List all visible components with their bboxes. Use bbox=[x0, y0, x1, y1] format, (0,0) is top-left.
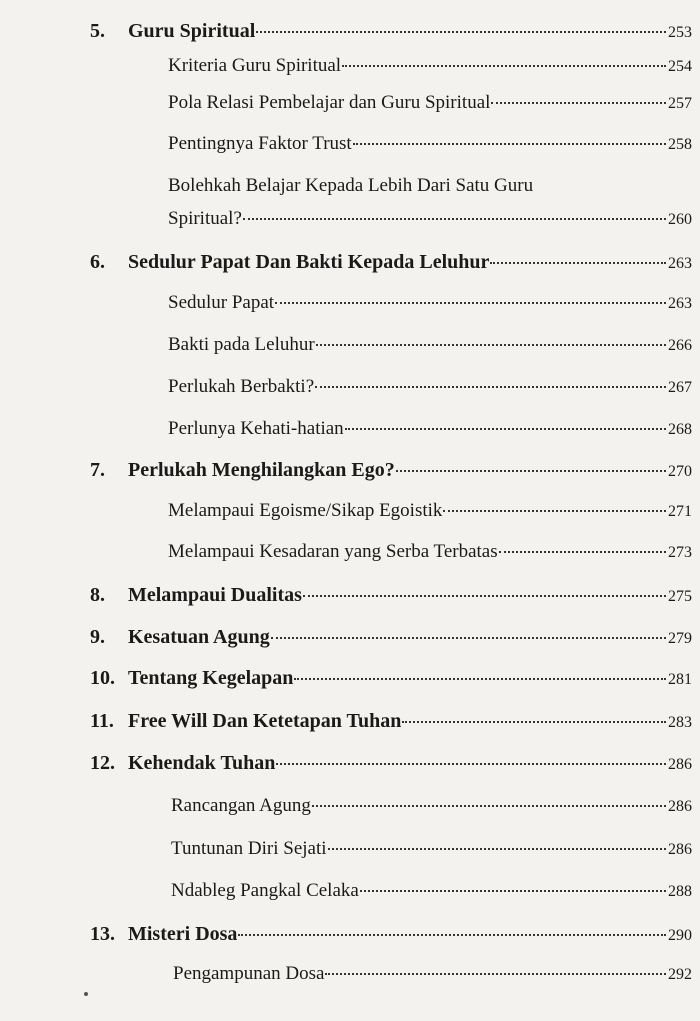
toc-entry-section[interactable] bbox=[168, 418, 692, 440]
chapter-title: Sedulur Papat Dan Bakti Kepada Leluhur bbox=[128, 251, 490, 273]
page-number: 263 bbox=[668, 255, 692, 272]
section-title: Bakti pada Leluhur bbox=[168, 334, 315, 355]
toc-entry-chapter-5[interactable] bbox=[90, 20, 692, 43]
page-number: 292 bbox=[668, 966, 692, 983]
chapter-title: Perlukah Menghilangkan Ego? bbox=[128, 459, 395, 481]
dot-leader bbox=[499, 551, 666, 553]
section-title-line-2: Spiritual? bbox=[168, 208, 242, 229]
toc-entry-section[interactable] bbox=[168, 376, 692, 398]
chapter-number: 12. bbox=[90, 752, 115, 774]
dot-leader bbox=[312, 805, 666, 807]
chapter-number: 5. bbox=[90, 20, 105, 42]
section-title: Melampaui Kesadaran yang Serba Terbatas bbox=[168, 541, 498, 562]
section-title: Perlukah Berbakti? bbox=[168, 376, 315, 397]
print-speck bbox=[84, 992, 88, 996]
toc-entry-chapter-12[interactable] bbox=[90, 752, 692, 775]
page-number: 286 bbox=[668, 841, 692, 858]
toc-entry-section[interactable] bbox=[171, 838, 692, 860]
toc-entry-section[interactable] bbox=[168, 133, 692, 155]
chapter-number: 7. bbox=[90, 459, 105, 481]
dot-leader bbox=[325, 973, 666, 975]
toc-entry-section[interactable] bbox=[168, 500, 692, 522]
dot-leader bbox=[345, 428, 666, 430]
page-number: 267 bbox=[668, 379, 692, 396]
dot-leader bbox=[294, 678, 666, 680]
chapter-title: Misteri Dosa bbox=[128, 923, 238, 945]
section-title: Ndableg Pangkal Celaka bbox=[171, 880, 359, 901]
page-number: 290 bbox=[668, 927, 692, 944]
section-title: Kriteria Guru Spiritual bbox=[168, 55, 342, 76]
toc-entry-chapter-6[interactable] bbox=[90, 251, 692, 274]
toc-entry-section[interactable] bbox=[168, 541, 692, 563]
section-title: Sedulur Papat bbox=[168, 292, 275, 313]
page-number: 275 bbox=[668, 588, 692, 605]
dot-leader bbox=[328, 848, 666, 850]
page-number: 263 bbox=[668, 295, 692, 312]
chapter-title: Guru Spiritual bbox=[128, 20, 256, 42]
page-number: 270 bbox=[668, 463, 692, 480]
section-title: Pentingnya Faktor Trust bbox=[168, 133, 352, 154]
page-number: 257 bbox=[668, 95, 692, 112]
dot-leader bbox=[315, 386, 666, 388]
toc-entry-section[interactable] bbox=[171, 880, 692, 902]
toc-entry-section[interactable] bbox=[168, 208, 692, 230]
chapter-title: Kesatuan Agung bbox=[128, 626, 270, 648]
chapter-title: Kehendak Tuhan bbox=[128, 752, 276, 774]
dot-leader bbox=[353, 143, 666, 145]
chapter-number: 10. bbox=[90, 667, 115, 689]
toc-entry-section[interactable] bbox=[168, 334, 692, 356]
dot-leader bbox=[256, 31, 666, 33]
toc-entry-section[interactable] bbox=[168, 55, 692, 77]
toc-entry-chapter-10[interactable] bbox=[90, 667, 692, 690]
dot-leader bbox=[342, 65, 666, 67]
chapter-title: Tentang Kegelapan bbox=[128, 667, 294, 689]
toc-entry-chapter-7[interactable] bbox=[90, 459, 692, 482]
dot-leader bbox=[271, 637, 666, 639]
chapter-number: 11. bbox=[90, 710, 114, 732]
dot-leader bbox=[491, 102, 666, 104]
chapter-number: 8. bbox=[90, 584, 105, 606]
chapter-number: 6. bbox=[90, 251, 105, 273]
toc-entry-section[interactable] bbox=[168, 92, 692, 114]
toc-entry-chapter-8[interactable] bbox=[90, 584, 692, 607]
page-number: 279 bbox=[668, 630, 692, 647]
section-title-line-1[interactable]: Bolehkah Belajar Kepada Lebih Dari Satu Guru bbox=[168, 175, 534, 196]
page-number: 268 bbox=[668, 421, 692, 438]
toc-entry-section[interactable] bbox=[171, 795, 692, 817]
toc-entry-section[interactable] bbox=[173, 963, 692, 985]
dot-leader bbox=[243, 218, 666, 220]
dot-leader bbox=[238, 934, 666, 936]
section-title: Tuntunan Diri Sejati bbox=[171, 838, 327, 859]
page-number: 260 bbox=[668, 211, 692, 228]
dot-leader bbox=[490, 262, 666, 264]
toc-entry-chapter-9[interactable] bbox=[90, 626, 692, 649]
section-title: Perlunya Kehati-hatian bbox=[168, 418, 344, 439]
toc-entry-chapter-13[interactable] bbox=[90, 923, 692, 946]
page-number: 271 bbox=[668, 503, 692, 520]
dot-leader bbox=[443, 510, 666, 512]
page-number: 254 bbox=[668, 58, 692, 75]
dot-leader bbox=[396, 470, 666, 472]
page-number: 286 bbox=[668, 756, 692, 773]
chapter-title: Free Will Dan Ketetapan Tuhan bbox=[128, 710, 402, 732]
page-number: 286 bbox=[668, 798, 692, 815]
page-number: 258 bbox=[668, 136, 692, 153]
dot-leader bbox=[275, 302, 666, 304]
page-number: 283 bbox=[668, 714, 692, 731]
chapter-title: Melampaui Dualitas bbox=[128, 584, 302, 606]
chapter-number: 13. bbox=[90, 923, 115, 945]
section-title: Melampaui Egoisme/Sikap Egoistik bbox=[168, 500, 443, 521]
page-number: 253 bbox=[668, 24, 692, 41]
toc-entry-chapter-11[interactable] bbox=[90, 710, 692, 733]
page-number: 288 bbox=[668, 883, 692, 900]
page-number: 281 bbox=[668, 671, 692, 688]
section-title: Pengampunan Dosa bbox=[173, 963, 325, 984]
page-number: 266 bbox=[668, 337, 692, 354]
dot-leader bbox=[276, 763, 666, 765]
dot-leader bbox=[360, 890, 666, 892]
toc-entry-section[interactable] bbox=[168, 292, 692, 314]
section-title: Rancangan Agung bbox=[171, 795, 311, 816]
chapter-number: 9. bbox=[90, 626, 105, 648]
dot-leader bbox=[316, 344, 666, 346]
dot-leader bbox=[402, 721, 666, 723]
page-number: 273 bbox=[668, 544, 692, 561]
dot-leader bbox=[303, 595, 666, 597]
section-title: Pola Relasi Pembelajar dan Guru Spiritual bbox=[168, 92, 491, 113]
